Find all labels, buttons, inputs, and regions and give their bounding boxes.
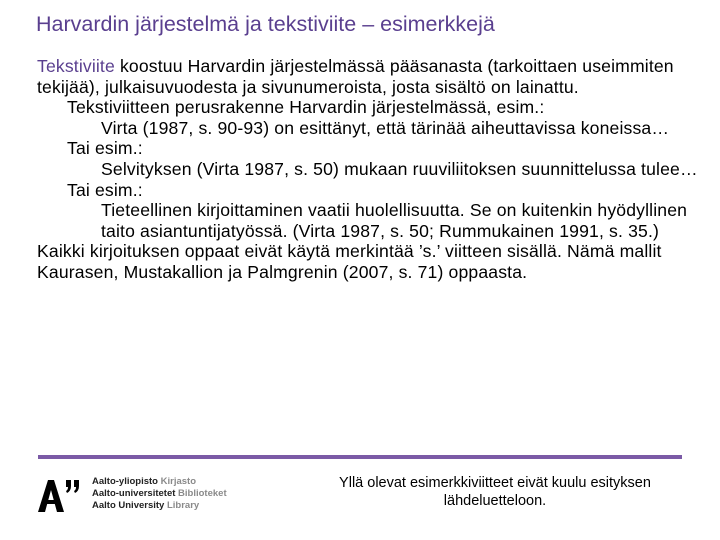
closing-paragraph: Kaikki kirjoituksen oppaat eivät käytä merkintää ’s.’ viitteen sisällä. Nämä mallit Kaurasen, Mustakallion ja Palmgrenin (2007, s. 71) oppaasta.: [37, 241, 662, 282]
intro-term: Tekstiviite: [37, 56, 115, 76]
example-1: Virta (1987, s. 90-93) on esittänyt, että tärinää aiheuttavissa koneissa…: [101, 117, 670, 138]
logo-line-1-library: Kirjasto: [160, 476, 196, 487]
logo-line-1: Aalto-yliopisto: [92, 476, 158, 487]
footer-divider: [38, 455, 682, 459]
intro-text: koostuu Harvardin järjestelmässä pääsanasta (tarkoittaen useimmiten tekijää), julkaisuvuodesta ja sivunumeroista, josta sisältö on lainattu.: [37, 56, 674, 97]
slide-body: [37, 56, 707, 283]
logo-text: [92, 476, 227, 512]
aalto-library-logo: [36, 472, 296, 518]
intro-paragraph: [37, 56, 707, 97]
logo-line-2-library: Biblioteket: [178, 488, 227, 499]
structure-heading: Tekstiviitteen perusrakenne Harvardin järjestelmässä, esim.:: [67, 97, 545, 118]
logo-line-2: Aalto-universitetet: [92, 488, 176, 499]
example-2: Selvityksen (Virta 1987, s. 50) mukaan ruuviliitoksen suunnittelussa tulee…: [101, 158, 698, 179]
or-label-1: Tai esim.:: [67, 138, 143, 159]
aalto-logo-icon: [36, 476, 80, 514]
footnote: Yllä olevat esimerkkiviitteet eivät kuulu esityksen lähdeluetteloon.: [339, 475, 651, 509]
logo-line-3-library: Library: [166, 500, 200, 511]
example-3: Tieteellinen kirjoittaminen vaatii huolellisuutta. Se on kuitenkin hyödyllinen taito asiantuntijatyössä. (Virta 1987, s. 50; Rummukainen 1991, s. 35.): [101, 200, 688, 241]
or-label-2: Tai esim.:: [67, 179, 143, 200]
slide-title: Harvardin järjestelmä ja tekstiviite – esimerkkejä: [36, 12, 495, 36]
logo-line-3: Aalto University: [92, 500, 165, 511]
